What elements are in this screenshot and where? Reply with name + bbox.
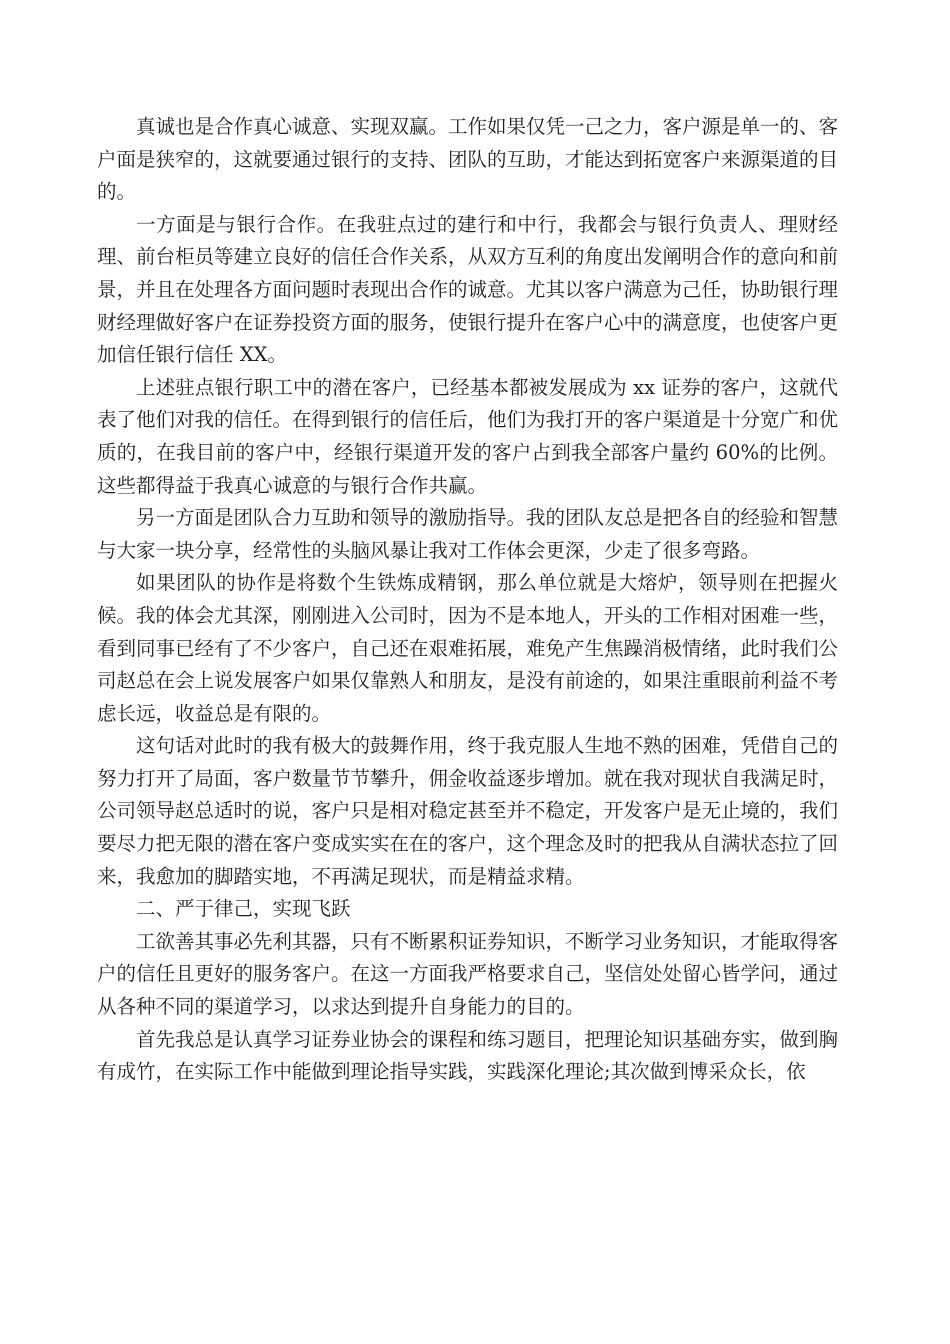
section-heading: 二、严于律己，实现飞跃 (136, 897, 351, 921)
paragraph: 真诚也是合作真心诚意、实现双赢。工作如果仅凭一己之力，客户源是单一的、客户面是狭窄的，这就要通过银行的支持、团队的互助，才能达到拓宽客户来源渠道的目的。 (97, 115, 839, 204)
paragraph: 工欲善其事必先利其器，只有不断累积证券知识，不断学习业务知识，才能取得客户的信任且更好的服务客户。在这一方面我严格要求自己，坚信处处留心皆学问，通过从各种不同的渠道学习，以求达到提升自身能力的目的。 (97, 929, 839, 1019)
paragraph: 首先我总是认真学习证券业协会的课程和练习题目，把理论知识基础夯实，做到胸有成竹，在实际工作中能做到理论指导实践，实践深化理论;其次做到博采众长，依 (97, 1027, 839, 1084)
paragraph: 一方面是与银行合作。在我驻点过的建行和中行，我都会与银行负责人、理财经理、前台柜员等建立良好的信任合作关系，从双方互利的角度出发阐明合作的意向和前景，并且在处理各方面问题时表现出合作的诚意。尤其以客户满意为己任，协助银行理财经理做好客户在证券投资方面的服务，使银行提升在客户心中的满意度，也使客户更加信任银行信任 XX。 (97, 212, 839, 367)
text-body (97, 111, 838, 1089)
paragraph: 上述驻点银行职工中的潜在客户，已经基本都被发展成为 xx 证券的客户，这就代表了他们对我的信任。在得到银行的信任后，他们为我打开的客户渠道是十分宽广和优质的，在我目前的客户中，经银行渠道开发的客户占到我全部客户量约 60%的比例。这些都得益于我真心诚意的与银行合作共赢。 (97, 375, 839, 497)
paragraph: 另一方面是团队合力互助和领导的激励指导。我的团队友总是把各自的经验和智慧与大家一块分享，经常性的头脑风暴让我对工作体会更深，少走了很多弯路。 (97, 506, 839, 562)
paragraph: 如果团队的协作是将数个生铁炼成精钢，那么单位就是大熔炉，领导则在把握火候。我的体会尤其深，刚刚进入公司时，因为不是本地人，开头的工作相对困难一些，看到同事已经有了不少客户，自己还在艰难拓展，难免产生焦躁消极情绪，此时我们公司赵总在会上说发展客户如果仅靠熟人和朋友，是没有前途的，如果注重眼前利益不考虑长远，收益总是有限的。 (97, 571, 839, 725)
paragraph: 这句话对此时的我有极大的鼓舞作用，终于我克服人生地不熟的困难，凭借自己的努力打开了局面，客户数量节节攀升，佣金收益逐步增加。就在我对现状自我满足时，公司领导赵总适时的说，客户只是相对稳定甚至并不稳定，开发客户是无止境的，我们要尽力把无限的潜在客户变成实实在在的客户，这个理念及时的把我从自满状态拉了回来，我愈加的脚踏实地，不再满足现状，而是精益求精。 (97, 734, 839, 888)
